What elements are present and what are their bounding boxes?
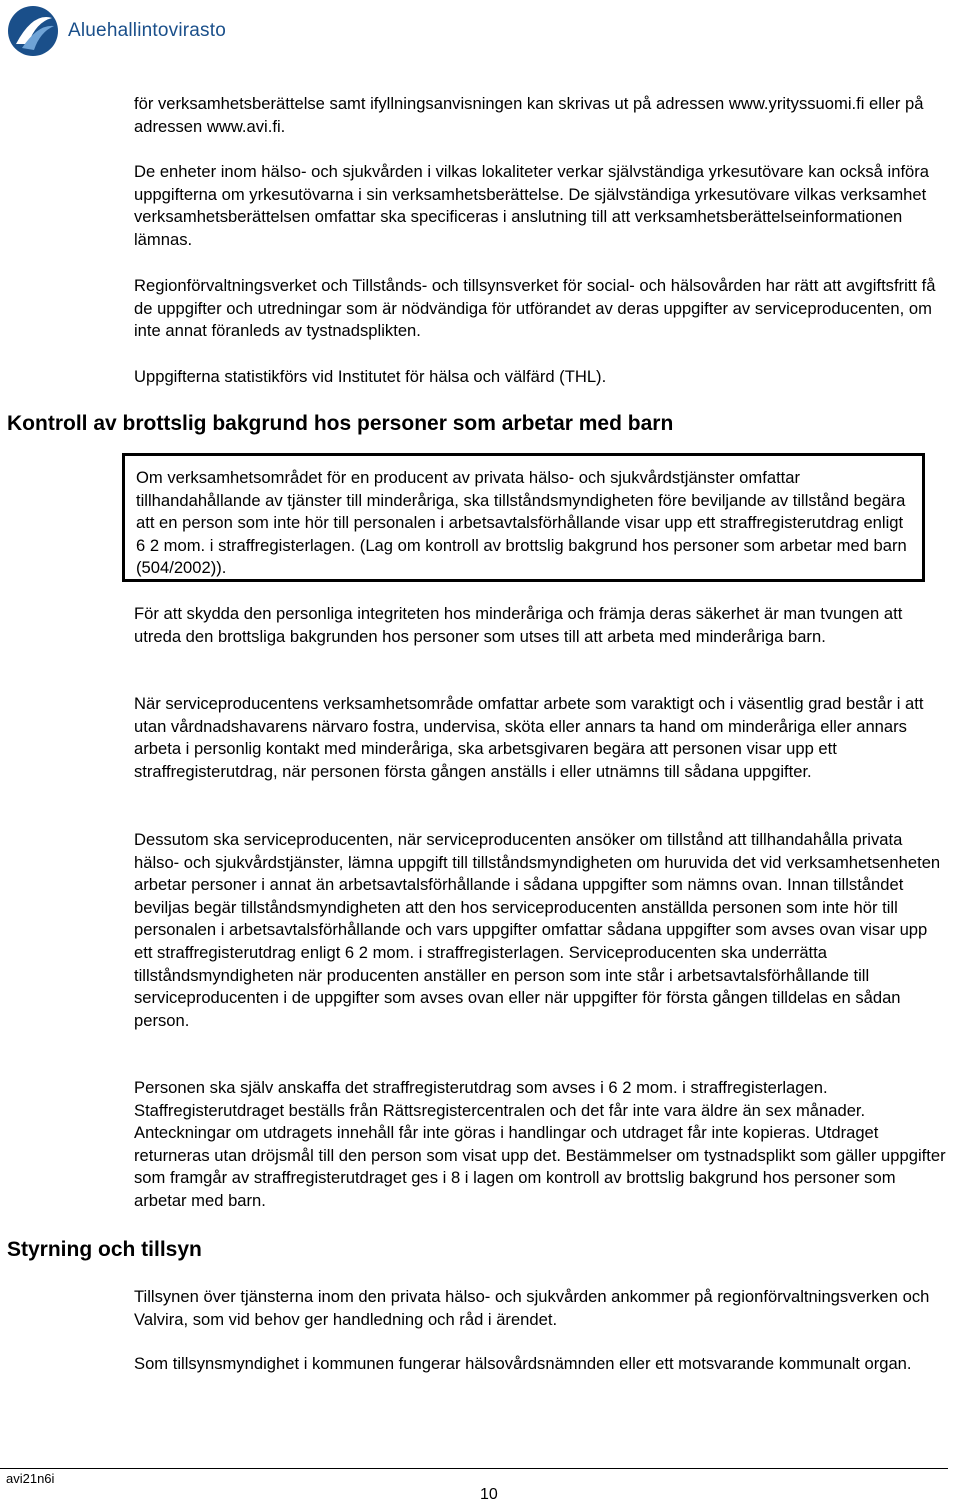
boxed-notice: Om verksamhetsområdet för en producent av privata hälso- och sjukvårdstjänster omfattar tillhandahållande av tjänster till minderåriga, ska tillståndsmyndigheten före beviljande av tillstånd begära att en person som inte hör till personalen i arbetsavtalsförhållande visar upp ett straffregisterutdrag enligt 6 2 mom. i straffregisterlagen. (Lag om kontroll av brottslig bakgrund hos personer som arbetar med barn (504/2002)). — [122, 453, 925, 582]
paragraph-self-employed: De enheter inom hälso- och sjukvården i vilkas lokaliteter verkar självständiga yrkesutövare kan också införa uppgifterna om yrkesutövarna i sin verksamhetsberättelse. De självständiga yrkesutövare vilkas verksamhet verksamhetsberättelsen omfattar ska specificeras i anslutning till att verksamhetsberättelseinformationen lämnas. — [134, 162, 930, 249]
paragraph-rights: Regionförvaltningsverket och Tillstånds- och tillsynsverket för social- och hälsovården har rätt att avgiftsfritt få de uppgifter och utredningar som är nödvändiga för utförandet av deras uppgifter av serviceproducenten, om inte annat föranleds av tystnadsplikten. — [134, 276, 936, 341]
paragraph-address: för verksamhetsberättelse samt ifyllningsanvisningen kan skrivas ut på adressen www.yrityssuomi.fi eller på adressen www.avi.fi. — [134, 94, 924, 136]
section-heading-criminal-background: Kontroll av brottslig bakgrund hos personer som arbetar med barn — [7, 412, 674, 435]
paragraph-application: Dessutom ska serviceproducenten, när serviceproducenten ansöker om tillstånd att tillhandahålla privata hälso- och sjukvårdstjänster, lämna uppgift till tillståndsmyndigheten om huruvida det vid verksamhetsenheten arbetar personer i annat än arbetsavtalsförhållande i sådana uppgifter som nämns ovan. Innan tillståndet beviljas begär tillståndsmyndigheten att den hos serviceproducenten anställda personen som inte hör till personalen i arbetsavtalsförhållande och vars uppgifter omfattar sådana uppgifter som avses ovan visar upp ett straffregisterutdrag enligt 6 2 mom. i straffregisterlagen. Serviceproducenten ska underrätta tillståndsmyndigheten när producenten anställer en person som inte står i arbetsavtalsförhållande till serviceproducenten i de uppgifter som avses ovan eller när uppgifter för första gången tilldelas en sådan person. — [134, 830, 941, 1030]
paragraph-supervision: Tillsynen över tjänsterna inom den privata hälso- och sjukvården ankommer på regionförvaltningsverken och Valvira, som vid behov ger handledning och råd i ärendet. — [134, 1287, 930, 1329]
footer-divider — [0, 1468, 948, 1469]
paragraph-integrity: För att skydda den personliga integriteten hos minderåriga och främja deras säkerhet är man tvungen att utreda den brottsliga bakgrunden hos personer som utses till att arbeta med minderåriga barn. — [134, 604, 903, 646]
page-number: 10 — [480, 1486, 498, 1503]
paragraph-statistics: Uppgifterna statistikförs vid Institutet för hälsa och välfärd (THL). — [134, 367, 607, 386]
document-code: avi21n6i — [6, 1471, 55, 1486]
paragraph-municipal-authority: Som tillsynsmyndighet i kommunen fungerar hälsovårdsnämnden eller ett motsvarande kommunalt organ. — [134, 1354, 912, 1373]
agency-logo — [6, 4, 226, 58]
logo-mark-icon — [6, 4, 60, 58]
paragraph-extract: Personen ska själv anskaffa det straffregisterutdrag som avses i 6 2 mom. i straffregisterlagen. Staffregisterutdraget beställs från Rättsregistercentralen och det får inte vara äldre än sex månader. Anteckningar om utdragets innehåll får inte göras i handlingar och utdraget får inte kopieras. Utdraget returneras utan dröjsmål till den person som visat upp det. Bestämmelser om tystnadsplikt som gäller uppgifter som framgår av straffregisterutdraget ges i 8 i lagen om kontroll av brottslig bakgrund hos personer som arbetar med barn. — [134, 1078, 946, 1210]
logo-text: Aluehallintovirasto — [68, 20, 226, 41]
paragraph-employer-duty: När serviceproducentens verksamhetsområde omfattar arbete som varaktigt och i väsentlig grad består i att utan vårdnadshavarens närvaro fostra, undervisa, sköta eller annars ta hand om minderåriga eller annars arbeta i personlig kontakt med minderåriga, ska arbetsgivaren begära att personen visar upp ett straffregisterutdrag, när personen första gången anställs i eller utnämns till sådana uppgifter. — [134, 694, 924, 781]
section-heading-supervision: Styrning och tillsyn — [7, 1238, 202, 1261]
